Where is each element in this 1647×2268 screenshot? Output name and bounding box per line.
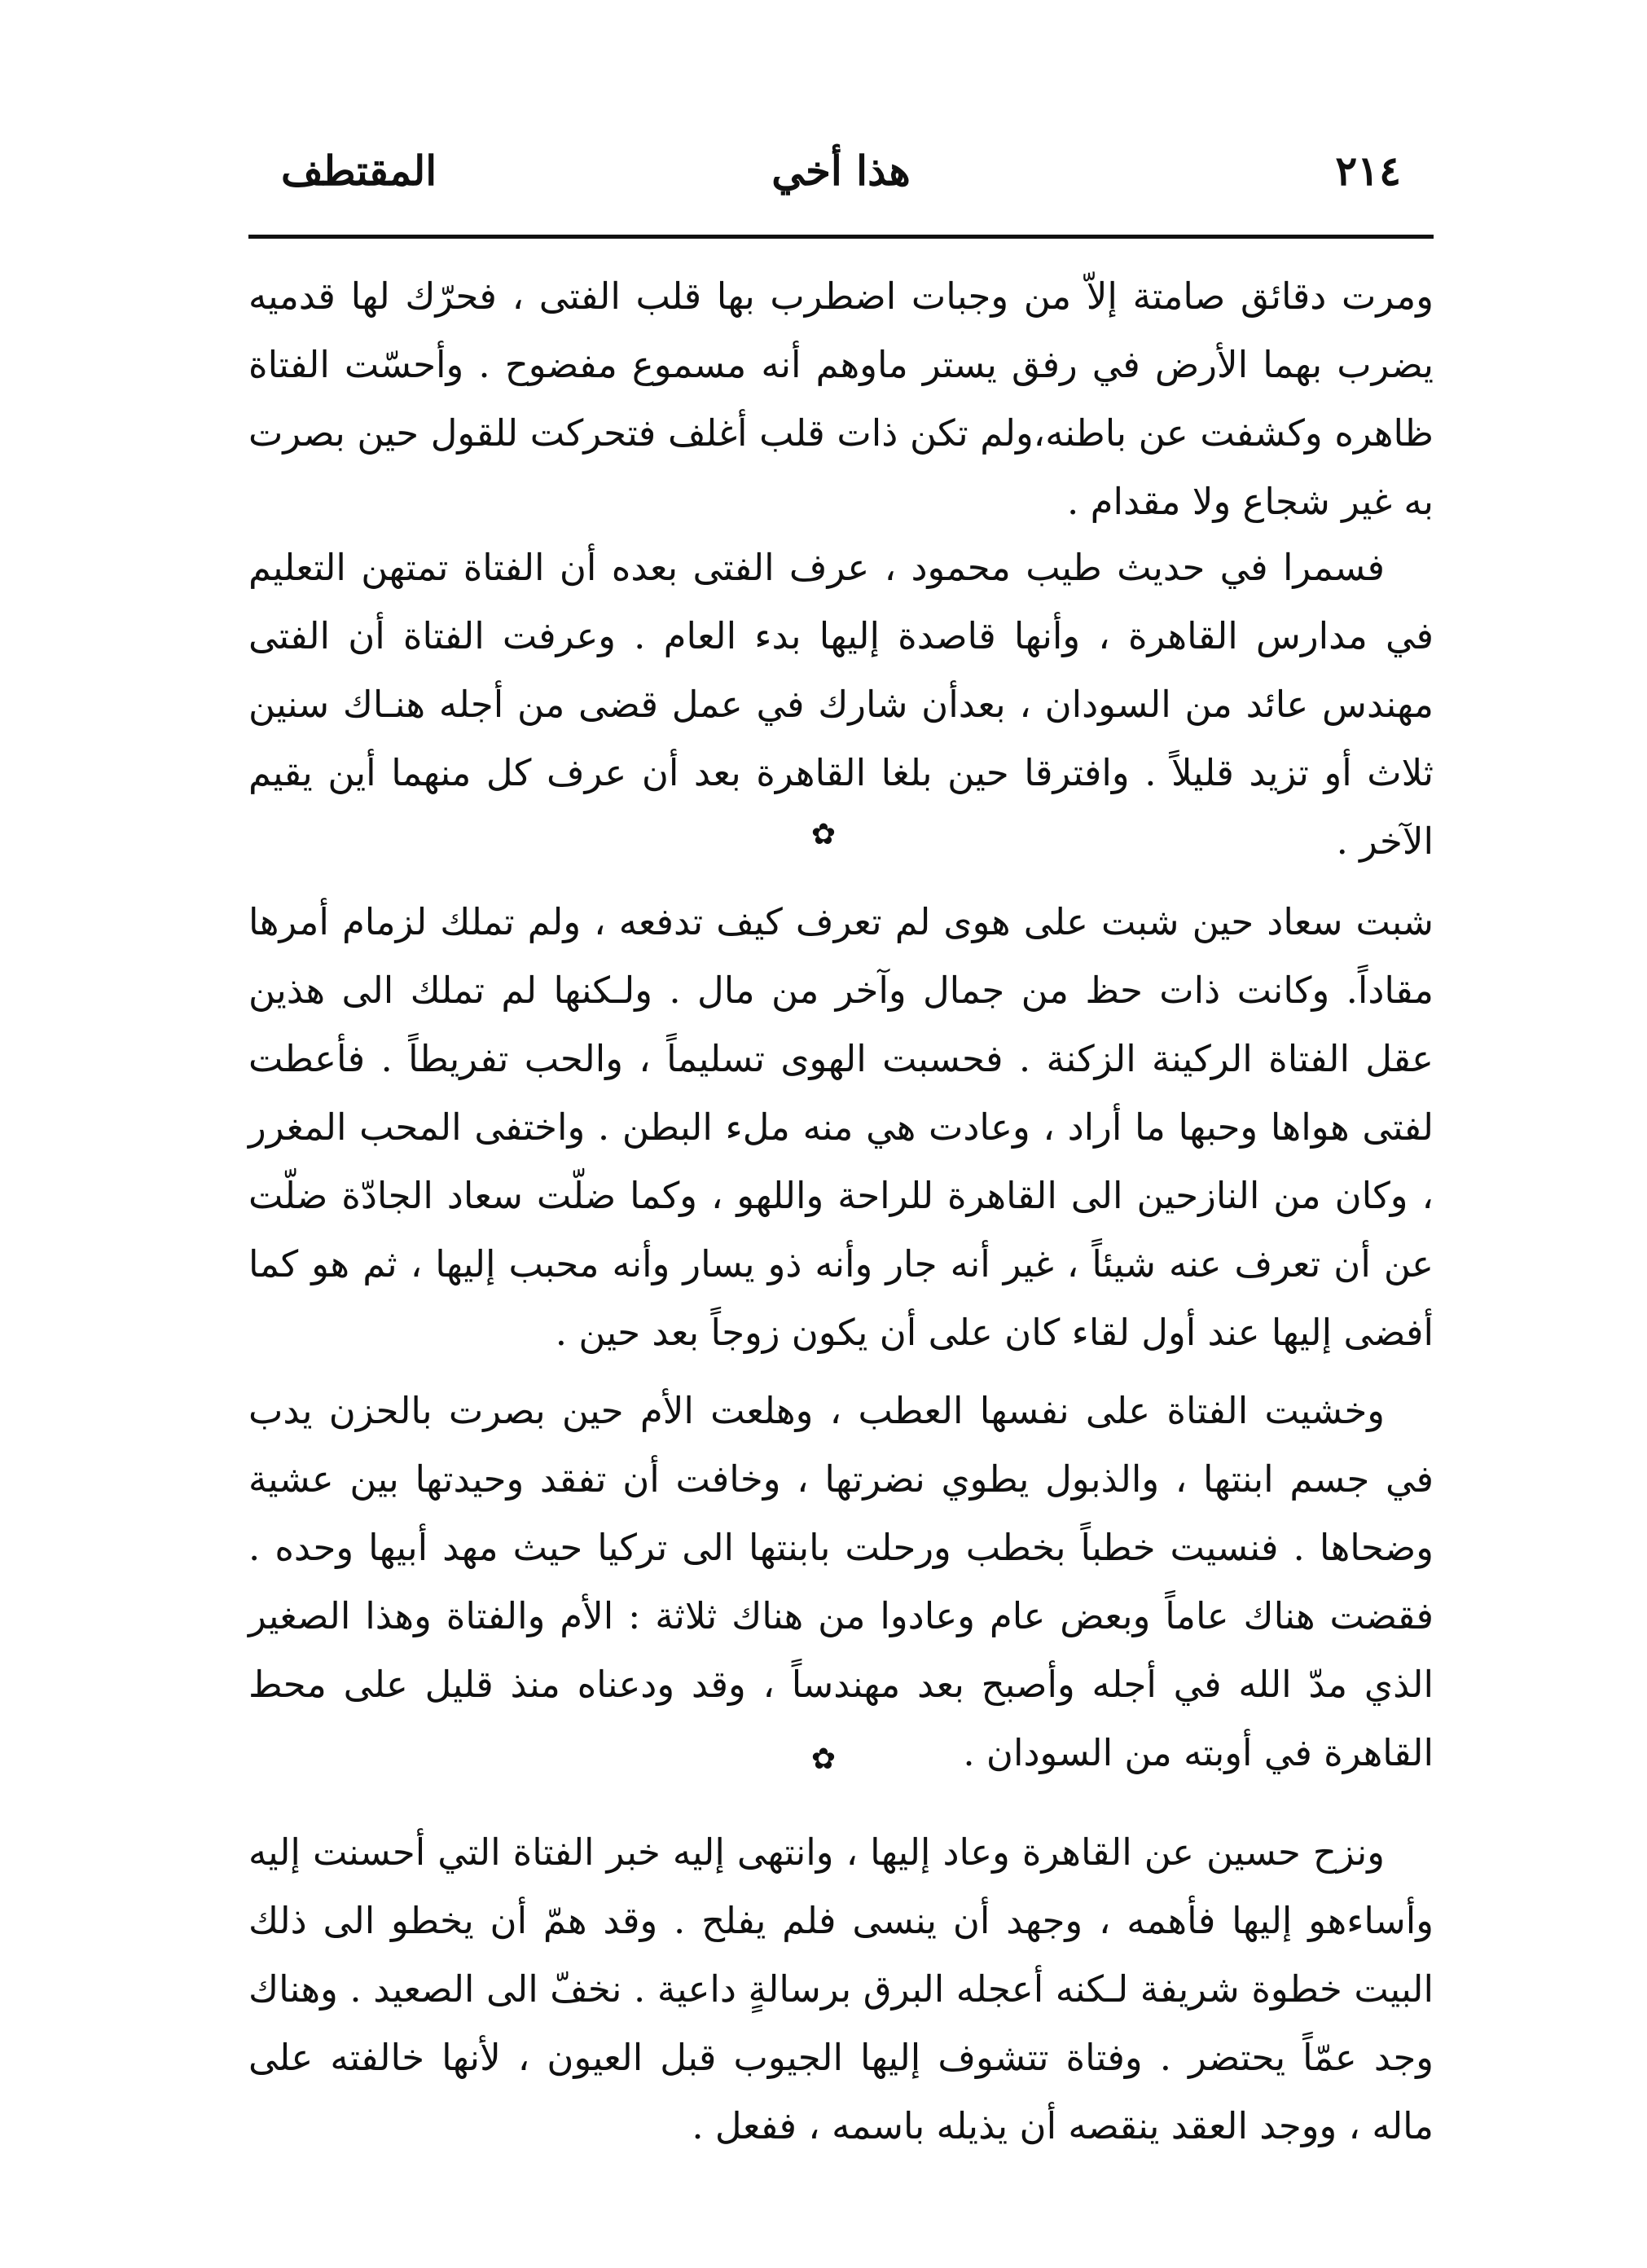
paragraph: ومرت دقائق صامتة إلاّ من وجبات اضطرب بها قلب الفتى ، فحرّك لها قدميه يضرب بهما الأرض في رفق يستر ماوهم أنه مسموع مفضوح . وأحسّت الفتاة ظاهره وكشفت عن باطنه،ولم تكن ذات قلب أغلف فتحركت للقول حين بصرت به غير شجاع ولا مقدام . bbox=[248, 275, 1434, 523]
section-ornament-icon: ✿ bbox=[810, 818, 837, 851]
header-rule bbox=[248, 235, 1434, 239]
paragraph-block bbox=[248, 1818, 1434, 2160]
page-header bbox=[248, 138, 1434, 212]
paragraph: فسمرا في حديث طيب محمود ، عرف الفتى بعده أن الفتاة تمتهن التعليم في مدارس القاهرة ، وأنها قاصدة إليها بدء العام . وعرفت الفتاة أن الفتى مهندس عائد من السودان ، بعدأن شارك في عمل قضى من أجله هنـاك سنين ثلاث أو تزيد قليلاً . وافترقا حين بلغا القاهرة بعد أن عرف كل منهما أين يقيم الآخر . bbox=[248, 546, 1434, 863]
paragraph-block bbox=[248, 1377, 1434, 1787]
paragraph-block bbox=[248, 262, 1434, 536]
paragraph: ونزح حسين عن القاهرة وعاد إليها ، وانتهى إليه خبر الفتاة التي أحسنت إليه وأساءهو إليها فأهمه ، وجهد أن ينسى فلم يفلح . وقد همّ أن يخطو الى ذلك البيت خطوة شريفة لـكنه أعجله البرق برسالةٍ داعية . نخفّ الى الصعيد . وهناك وجد عمّاً يحتضر . وفتاة تتشوف إليها الجيوب قبل العيون ، لأنها خالفته على ماله ، ووجد العقد ينقصه أن يذيله باسمه ، ففعل . bbox=[248, 1831, 1434, 2147]
running-title: هذا أخي bbox=[771, 147, 911, 195]
section-ornament-icon: ✿ bbox=[810, 1743, 837, 1776]
journal-name: المقتطف bbox=[281, 147, 437, 195]
paragraph: وخشيت الفتاة على نفسها العطب ، وهلعت الأم حين بصرت بالحزن يدب في جسم ابنتها ، والذبول يطوي نضرتها ، وخافت أن تفقد وحيدتها بين عشية وضحاها . فنسيت خطباً بخطب ورحلت بابنتها الى تركيا حيث مهد أبيها وحده . فقضت هناك عاماً وبعض عام وعادوا من هناك ثلاثة : الأم والفتاة وهذا الصغير الذي مدّ الله في أجله وأصبح بعد مهندساً ، وقد ودعناه منذ قليل على محط القاهرة في أوبته من السودان . bbox=[248, 1389, 1434, 1774]
page-number: ٢١٤ bbox=[1335, 147, 1401, 195]
paragraph-block bbox=[248, 888, 1434, 1367]
paragraph: شبت سعاد حين شبت على هوى لم تعرف كيف تدفعه ، ولم تملك لزمام أمرها مقاداً. وكانت ذات حظ من جمال وآخر من مال . ولـكنها لم تملك الى هذين عقل الفتاة الركينة الزكنة . فحسبت الهوى تسليماً ، والحب تفريطاً . فأعطت لفتى هواها وحبها ما أراد ، وعادت هي منه ملء البطن . واختفى المحب المغرر ، وكان من النازحين الى القاهرة للراحة واللهو ، وكما ضلّت سعاد الجادّة ضلّت عن أن تعرف عنه شيئاً ، غير أنه جار وأنه ذو يسار وأنه محبب إليها ، ثم هو كما أفضى إليها عند أول لقاء كان على أن يكون زوجاً بعد حين . bbox=[248, 900, 1434, 1354]
